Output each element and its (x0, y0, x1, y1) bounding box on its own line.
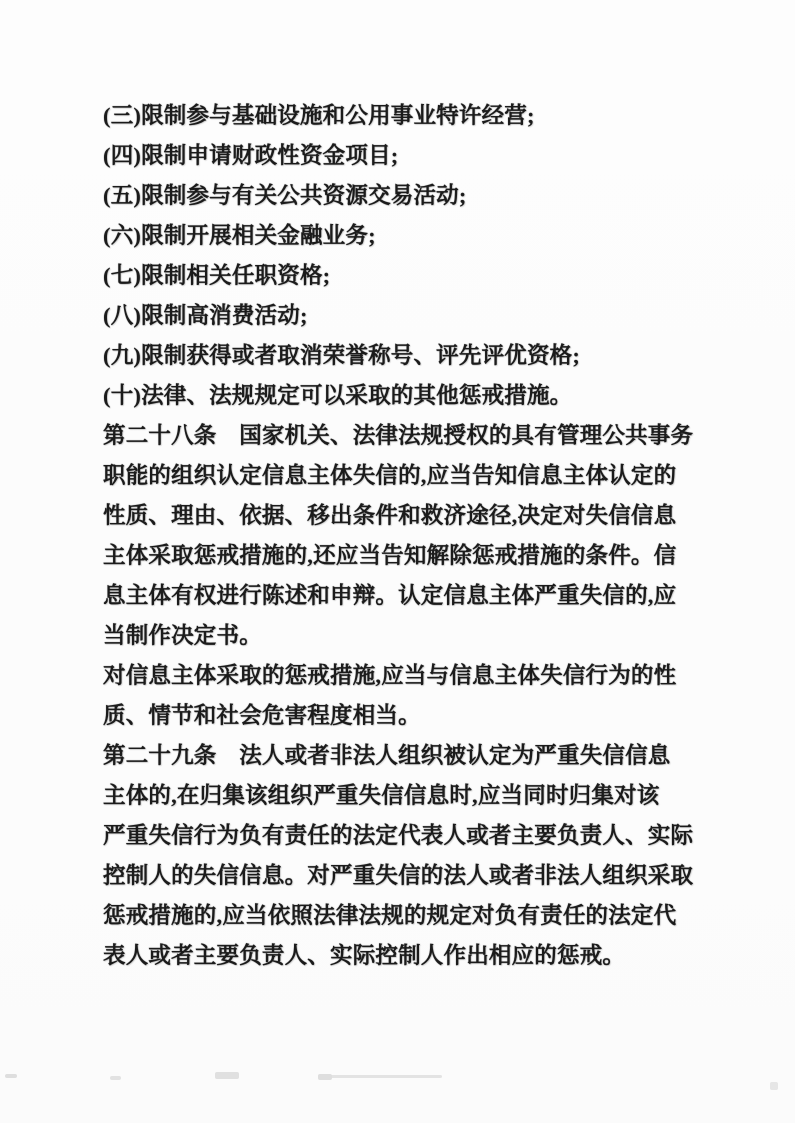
text-line: 息主体有权进行陈述和申辩。认定信息主体严重失信的,应 (103, 583, 677, 608)
text-line: (七)限制相关任职资格; (103, 263, 331, 288)
text-line: 对信息主体采取的惩戒措施,应当与信息主体失信行为的性 (103, 663, 677, 688)
text-line: 当制作决定书。 (103, 623, 262, 648)
document-page (103, 96, 735, 976)
text-line: (十)法律、法规规定可以采取的其他惩戒措施。 (103, 383, 573, 408)
text-line: 性质、理由、依据、移出条件和救济途径,决定对失信信息 (103, 503, 677, 528)
text-line: 严重失信行为负有责任的法定代表人或者主要负责人、实际 (103, 823, 694, 848)
text-line: 控制人的失信信息。对严重失信的法人或者非法人组织采取 (103, 863, 694, 888)
text-line: 主体的,在归集该组织严重失信信息时,应当同时归集对该 (103, 783, 660, 808)
text-line: 惩戒措施的,应当依照法律法规的规定对负有责任的法定代 (103, 903, 677, 928)
text-line: 表人或者主要负责人、实际控制人作出相应的惩戒。 (103, 943, 626, 968)
text-line: (五)限制参与有关公共资源交易活动; (103, 183, 467, 208)
text-line: 质、情节和社会危害程度相当。 (103, 703, 421, 728)
text-line: 第二十九条 法人或者非法人组织被认定为严重失信信息 (103, 743, 671, 768)
text-line: (九)限制获得或者取消荣誉称号、评先评优资格; (103, 343, 581, 368)
text-line: 职能的组织认定信息主体失信的,应当告知信息主体认定的 (103, 463, 677, 488)
scan-smudge (318, 1075, 442, 1078)
text-line: 第二十八条 国家机关、法律法规授权的具有管理公共事务 (103, 423, 694, 448)
text-line: (六)限制开展相关金融业务; (103, 223, 376, 248)
scan-smudge (110, 1076, 121, 1080)
scan-smudge (318, 1074, 332, 1080)
text-line: 主体采取惩戒措施的,还应当告知解除惩戒措施的条件。信 (103, 543, 677, 568)
scan-smudge (770, 1082, 778, 1090)
text-line: (四)限制申请财政性资金项目; (103, 143, 399, 168)
scan-smudge (215, 1072, 239, 1079)
text-line: (三)限制参与基础设施和公用事业特许经营; (103, 103, 535, 128)
text-line: (八)限制高消费活动; (103, 303, 308, 328)
scan-smudge (5, 1074, 17, 1078)
